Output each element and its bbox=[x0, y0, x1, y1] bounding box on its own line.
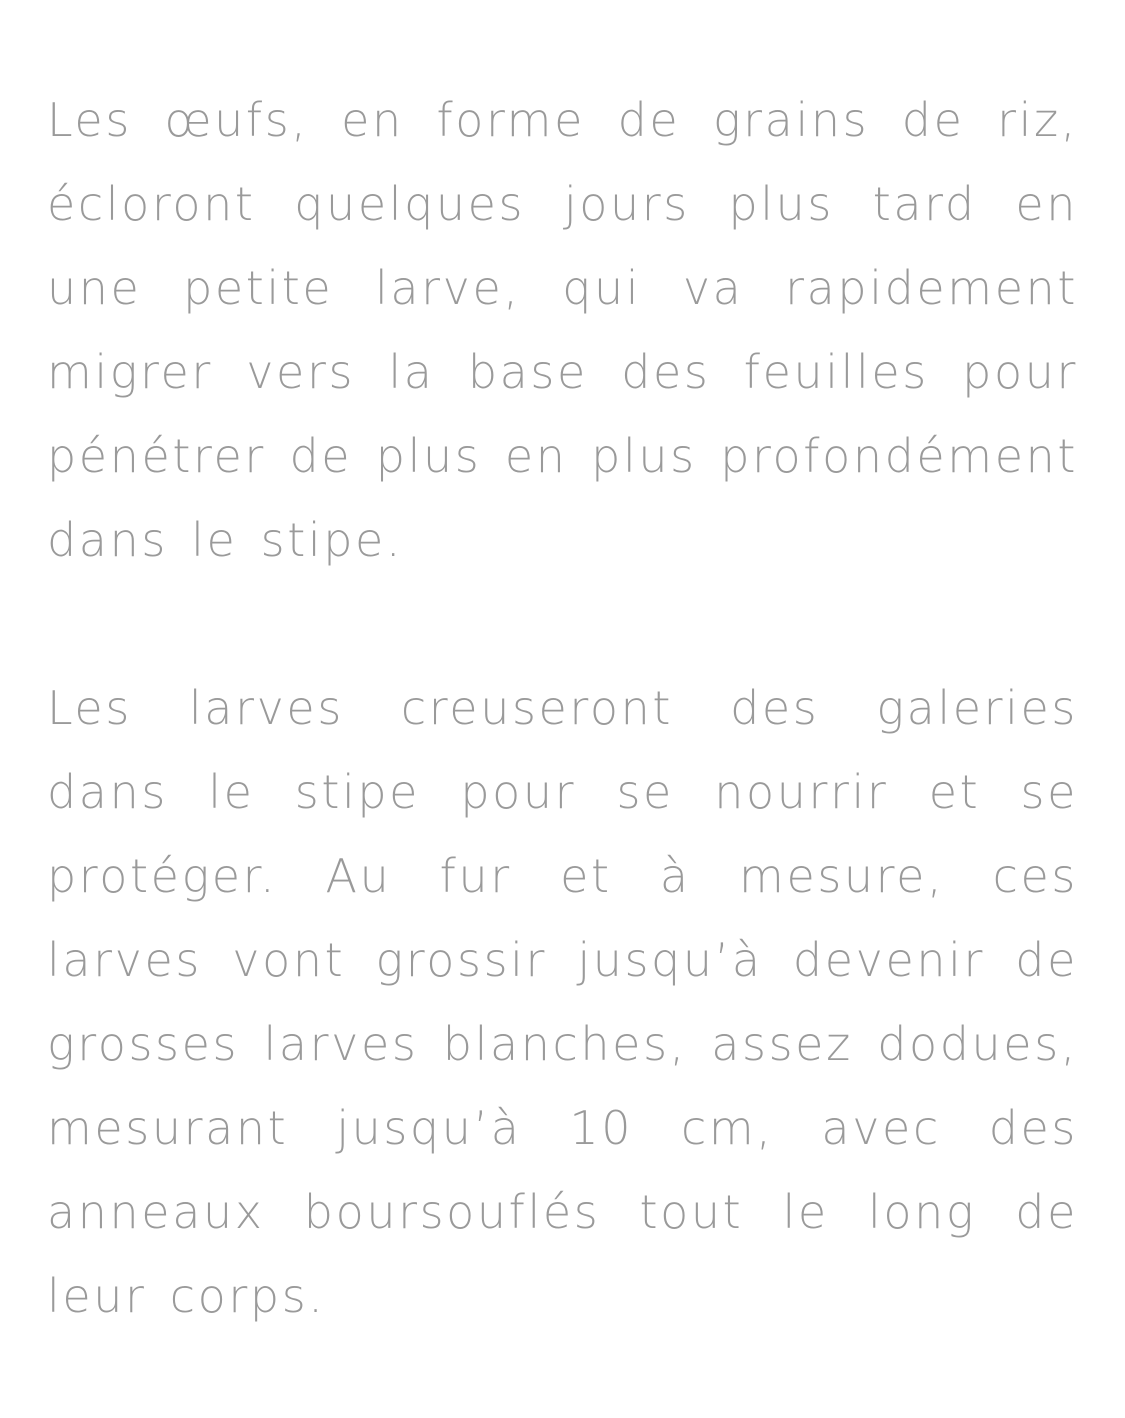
article-body bbox=[47, 78, 1078, 1338]
paragraph-larvae: Les larves creuseront des galeries dans le stipe pour se nourrir et se protéger. Au fur et à mesure, ces larves vont grossir jusqu’à devenir de grosses larves blanches, assez dodues, mesurant jusqu’à 10 cm, avec des anneaux boursouflés tout le long de leur corps. bbox=[47, 681, 1078, 1323]
paragraph-eggs: Les œufs, en forme de grains de riz, écloront quelques jours plus tard en une petite larve, qui va rapidement migrer vers la base des feuilles pour pénétrer de plus en plus profondément dans le stipe. bbox=[47, 93, 1078, 567]
